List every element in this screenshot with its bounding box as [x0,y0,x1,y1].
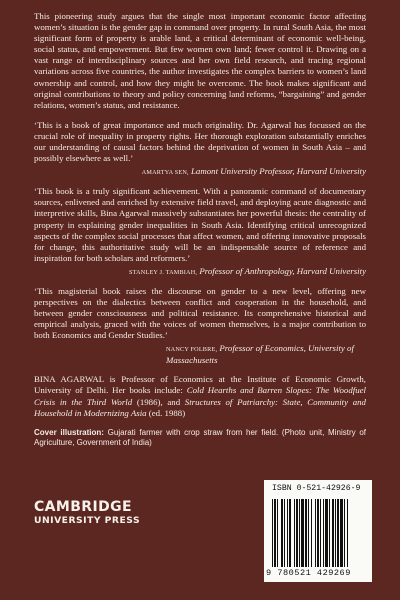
author-name: BINA AGARWAL [34,374,104,385]
endorsement-quote-3: ‘This magisterial book raises the discourse on gender to a new level, offering new perspectives on the dialectics between conflict and cooperation in the household, and between gender consciousness and political resistance. Its comprehensive historical and empirical analysis, graced with the voices of women themselves, is a major contribution to both Economics and Gender Studies.’ [34,285,366,341]
book-description: This pioneering study argues that the single most important economic factor affecting women’s situation is the gender gap in command over property. In rural South Asia, the most significant form of property is arable land, a critical determinant of economic well-being, social status, and empowerment. But few women own land; fewer control it. Drawing on a vast range of interdisciplinary sources and her own field research, and tracing regional variations across five countries, the author investigates the complex barriers to women’s land ownership and control, and how they might be overcome. The book makes significant and original contributions to theory and policy concerning land reforms, “bargaining” and gender relations, women’s status, and resistance. [34,11,366,110]
endorser-affiliation: Lamont University Professor, Harvard University [191,166,366,177]
book-title-2: Structures of Patriarchy: State, Community and Household in Modernizing Asia [34,396,366,418]
publisher-logo [34,500,164,526]
barcode-number: 9 780521 429269 [266,568,351,578]
book-title-1: Cold Hearths and Barren Slopes: The Woodfuel Crisis in the Third World [34,385,366,407]
endorser-affiliation: Professor of Economics, University of Massachusetts [166,343,354,366]
endorsement-quote-2: ‘This book is a truly significant achievement. With a panoramic command of documentary sources, enlivened and enriched by extensive field travel, and deploying acute diagnostic and interpretive skills, Bina Agarwal massively substantiates her powerful thesis: the centrality of property in explaining gender inequalities in South Asia. Identifying critical unrecognized aspects of the complex social processes that affect women, and offering innovative proposals for change, this authoritative study will be an indispensable source of reference and inspiration for both scholars and reformers.’ [34,186,366,263]
endorsement-quote-1: ‘This is a book of great importance and much originality. Dr. Agarwal has focussed on the crucial role of inequality in property rights. Her thorough exploration substantially enriches our understanding of causal factors behind the deprivation of women in South Asia – and possibly elsewhere as well.’ [34,119,366,164]
credit-label: Cover illustration: [34,427,104,437]
barcode-icon [272,499,366,567]
endorser-name: STANLEY J. TAMBIAH, [129,268,198,276]
endorser-affiliation: Professor of Anthropology, Harvard University [199,265,366,276]
author-bio-text: (1986), and [132,396,185,407]
endorsement-attribution-1 [34,166,366,178]
endorser-name: AMARTYA SEN, [141,169,189,177]
endorsement-attribution-3 [34,343,366,366]
publisher-name-line2: UNIVERSITY PRESS [34,515,141,526]
author-bio [34,374,366,418]
endorsement-attribution-2 [34,266,366,278]
cover-illustration-credit [34,428,366,448]
isbn-number: ISBN 0-521-42926-9 [272,484,361,493]
author-bio-text: (ed. 1988) [146,407,186,418]
publisher-name-line1: CAMBRIDGE [34,499,132,515]
credit-text: Gujarati farmer with crop straw from her field. (Photo unit, Ministry of Agriculture, Government of India) [34,427,367,447]
cover-text-column [34,11,366,448]
author-bio-text: is Professor of Economics at the Institute of Economic Growth, University of Delhi. Her books include: [34,374,367,396]
barcode-panel [264,480,372,582]
endorser-name: NANCY FOLBRE, [166,346,218,354]
